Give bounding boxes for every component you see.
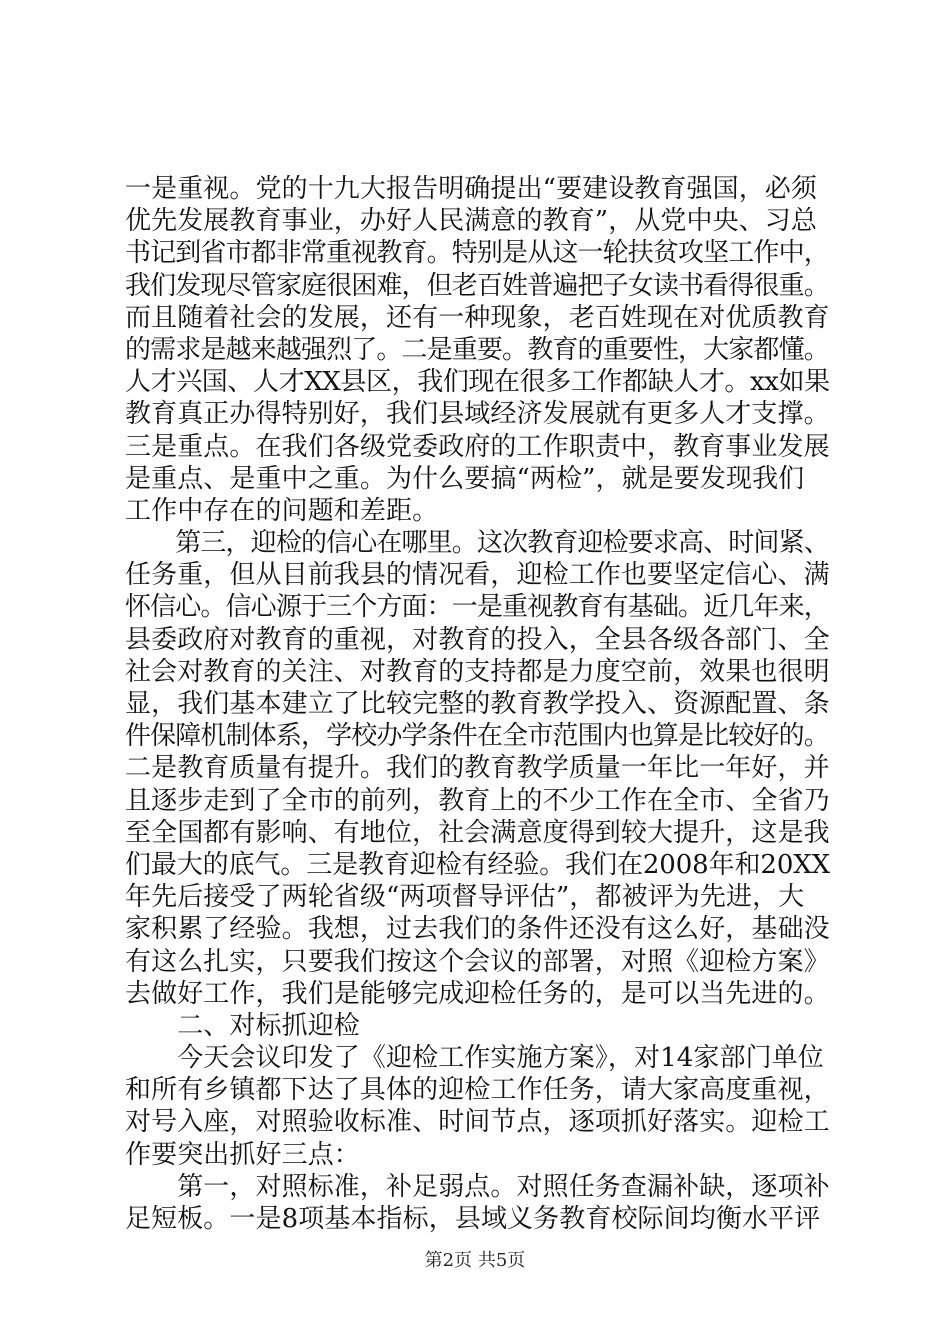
text-line: 显，我们基本建立了比较完整的教育教学投入、资源配置、条: [125, 689, 830, 719]
text-line: 人才兴国、人才XX县区，我们现在很多工作都缺人才。xx如果: [125, 367, 830, 398]
text-line: 任务重，但从目前我县的情况看，迎检工作也要坚定信心、满: [125, 560, 830, 591]
text-line: 作要突出抓好三点：: [125, 1139, 360, 1170]
text-line: 至全国都有影响、有地位，社会满意度得到较大提升，这是我: [125, 817, 830, 848]
body-text: [125, 173, 830, 1235]
text-line: 第一，对照标准，补足弱点。对照任务查漏补缺，逐项补: [125, 1171, 830, 1202]
text-line: 三是重点。在我们各级党委政府的工作职责中，教育事业发展: [125, 431, 830, 462]
page-footer: 第2页 共5页: [424, 1250, 526, 1271]
text-line: 县委政府对教育的重视，对教育的投入，全县各级各部门、全: [125, 624, 830, 655]
text-line: 工作中存在的问题和差距。: [125, 495, 439, 526]
text-line: 和所有乡镇都下达了具体的迎检工作任务，请大家高度重视，: [125, 1075, 830, 1106]
text-line: 第三，迎检的信心在哪里。这次教育迎检要求高、时间紧、: [125, 528, 829, 559]
text-line: 的需求是越来越强烈了。二是重要。教育的重要性，大家都懂。: [125, 334, 829, 365]
text-line: 我们发现尽管家庭很困难，但老百姓普遍把子女读书看得很重。: [125, 270, 829, 301]
text-line: 足短板。一是8项基本指标，县域义务教育校际间均衡水平评: [125, 1204, 821, 1234]
text-line: 对号入座，对照验收标准、时间节点，逐项抓好落实。迎检工: [125, 1107, 830, 1138]
text-line: 一是重视。党的十九大报告明确提出“要建设教育强国，必须: [125, 174, 817, 204]
text-line: 怀信心。信心源于三个方面：一是重视教育有基础。近几年来，: [125, 592, 829, 623]
text-line: 教育真正办得特别好，我们县域经济发展就有更多人才支撑。: [125, 399, 830, 430]
text-line: 年先后接受了两轮省级“两项督导评估”，都被评为先进，大: [125, 882, 805, 913]
text-line: 是重点、是重中之重。为什么要搞“两检”，就是要发现我们: [125, 463, 805, 494]
text-line: 二是教育质量有提升。我们的教育教学质量一年比一年好，并: [125, 753, 830, 784]
text-line: 有这么扎实，只要我们按这个会议的部署，对照《迎检方案》: [125, 946, 830, 977]
text-line: 二、对标抓迎检: [125, 1010, 360, 1041]
text-line: 书记到省市都非常重视教育。特别是从这一轮扶贫攻坚工作中，: [125, 238, 829, 269]
text-line: 去做好工作，我们是能够完成迎检任务的，是可以当先进的。: [125, 978, 830, 1009]
text-line: 优先发展教育事业，办好人民满意的教育”，从党中央、习总: [125, 206, 817, 237]
text-line: 们最大的底气。三是教育迎检有经验。我们在2008年和20XX: [125, 849, 831, 880]
text-line: 而且随着社会的发展，还有一种现象，老百姓现在对优质教育: [125, 302, 830, 333]
text-line: 社会对教育的关注、对教育的支持都是力度空前，效果也很明: [125, 656, 830, 687]
text-line: 且逐步走到了全市的前列，教育上的不少工作在全市、全省乃: [125, 785, 830, 816]
text-line: 今天会议印发了《迎检工作实施方案》，对14家部门单位: [125, 1043, 824, 1074]
text-line: 家积累了经验。我想，过去我们的条件还没有这么好，基础没: [125, 914, 830, 945]
text-line: 件保障机制体系，学校办学条件在全市范围内也算是比较好的。: [125, 721, 829, 752]
